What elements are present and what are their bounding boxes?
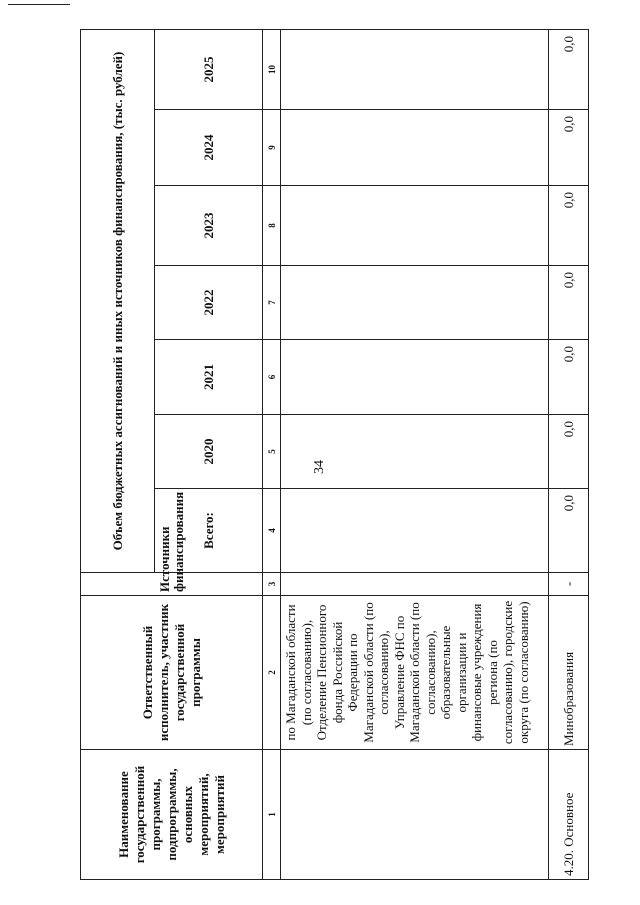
funding-table (80, 29, 589, 880)
continuation-name-cell (281, 750, 549, 880)
top-rule (8, 4, 70, 5)
continuation-source-cell (281, 573, 549, 596)
page-number: 34 (312, 460, 327, 474)
row-executor-cell: Минобразования (549, 596, 589, 750)
header-year-2024: 2024 (155, 110, 263, 186)
header-year-2021: 2021 (155, 340, 263, 415)
row-value-2025: 0,0 (549, 30, 589, 110)
continuation-executor-cell: по Магаданской области (по согласованию), Отделение Пенсионного фонда Российской Федерации по Магаданской области (по согласованию), Управление ФНС по Магаданской области (по согласованию), образовательные организации и финансовые учреждения региона (по согласованию), городские округа (по согласованию) (281, 596, 549, 750)
column-number: 7 (263, 266, 281, 340)
header-year-2022: 2022 (155, 266, 263, 340)
header-year-2025: 2025 (155, 30, 263, 110)
rotated-table-container (80, 30, 590, 880)
column-number-row (263, 30, 281, 880)
row-value-2021: 0,0 (549, 340, 589, 415)
column-number: 5 (263, 415, 281, 489)
continuation-value-cell (281, 489, 549, 573)
header-source: Источники финансирования (81, 573, 263, 596)
continuation-value-cell (281, 340, 549, 415)
continuation-value-cell (281, 266, 549, 340)
continuation-value-cell (281, 30, 549, 110)
header-total: Всего: (155, 489, 263, 573)
row-value-2023: 0,0 (549, 186, 589, 266)
row-total-value: 0,0 (549, 489, 589, 573)
continuation-value-cell (281, 186, 549, 266)
column-number: 8 (263, 186, 281, 266)
row-value-2022: 0,0 (549, 266, 589, 340)
continuation-row (281, 30, 549, 880)
column-number: 1 (263, 750, 281, 880)
row-value-2024: 0,0 (549, 110, 589, 186)
column-number: 6 (263, 340, 281, 415)
header-funding: Объем бюджетных ассигнований и иных источников финансирования, (тыс. рублей) (81, 30, 155, 573)
row-name-cell: 4.20. Основное (549, 750, 589, 880)
column-number: 9 (263, 110, 281, 186)
header-executor: Ответственный исполнитель, участник государственной программы (81, 596, 263, 750)
column-number: 10 (263, 30, 281, 110)
row-value-2020: 0,0 (549, 415, 589, 489)
header-row-1 (81, 30, 155, 880)
table-row-4-20 (549, 30, 589, 880)
continuation-value-cell (281, 110, 549, 186)
column-number: 4 (263, 489, 281, 573)
header-name: Наименование государственной программы, подпрограммы, основных мероприятий, мероприятий (81, 750, 263, 880)
header-year-2023: 2023 (155, 186, 263, 266)
column-number: 2 (263, 596, 281, 750)
continuation-value-cell (281, 415, 549, 489)
header-year-2020: 2020 (155, 415, 263, 489)
column-number: 3 (263, 573, 281, 596)
row-source-cell: - (549, 573, 589, 596)
